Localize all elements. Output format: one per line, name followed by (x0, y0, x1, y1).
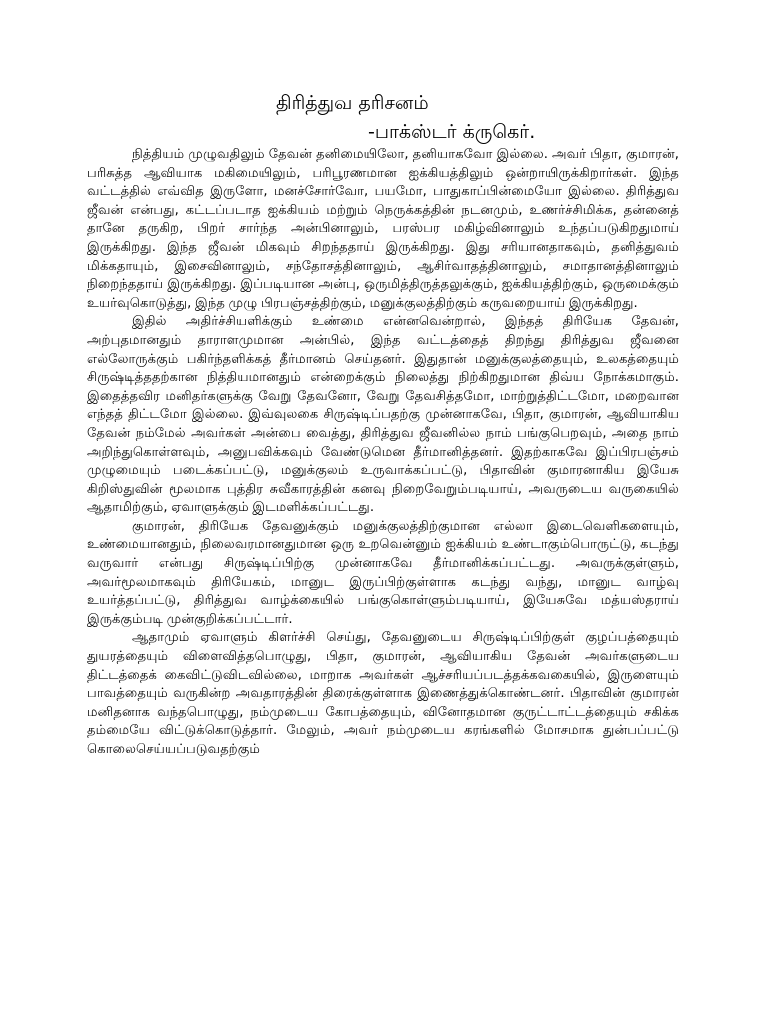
document-author: -பாக்ஸ்டர் க்ருகெர். (368, 121, 536, 143)
paragraph: நித்தியம் முழுவதிலும் தேவன் தனிமையிலோ, தனியாகவோ இல்லை. அவர் பிதா, குமாரன், பரிசுத்த ஆவியாக மகிமையிலும், பரிபூரணமான ஐக்கியத்திலும் ஒன்றாயிருக்கிறார்கள். இந்த வட்டத்தில் எவ்வித இருளோ, மனச்சோர்வோ, பயமோ, பாதுகாப்பின்மையோ இல்லை. திரித்துவ ஜீவன் என்பது, கட்டப்படாத ஐக்கியம் மற்றும் நெருக்கத்தின் நடனமும், உணர்ச்சிமிக்க, தன்னைத் தானே தருகிற, பிறர் சார்ந்த அன்பினாலும், பரஸ்பர மகிழ்வினாலும் உந்தப்படுகிறதுமாய் இருக்கிறது. இந்த ஜீவன் மிகவும் சிறந்ததாய் இருக்கிறது. இது சரியானதாகவும், தனித்துவம் மிக்கதாயும், இசைவினாலும், சந்தோசத்தினாலும், ஆசிர்வாதத்தினாலும், சமாதானத்தினாலும் நிறைந்ததாய் இருக்கிறது. இப்படியான அன்பு, ஒருமித்திருத்தலுக்கும், ஐக்கியத்திற்கும், ஒருமைக்கும் உயர்வுகொடுத்து, இந்த முழு பிரபஞ்சத்திற்கும், மனுக்குலத்திற்கும் கருவறையாய் இருக்கிறது. (87, 147, 679, 311)
paragraph: குமாரன், திரியேக தேவனுக்கும் மனுக்குலத்திற்குமான எல்லா இடைவெளிகளையும், உண்மையானதும், நிலைவரமானதுமான ஒரு உறவென்னும் ஐக்கியம் உண்டாகும்பொருட்டு, கடந்து வருவார் என்பது சிருஷ்டிப்பிற்கு முன்னாகவே தீர்மானிக்கப்பட்டது. அவருக்குள்ளும், அவர்மூலமாகவும் திரியேகம், மானுட இருப்பிற்குள்ளாக கடந்து வந்து, மானுட வாழ்வு உயர்த்தப்பட்டு, திரித்துவ வாழ்க்கையில் பங்குகொள்ளும்படியாய், இயேசுவே மத்யஸ்தராய் இருக்கும்படி முன்குறிக்கப்பட்டார். (87, 518, 679, 627)
document-title: திரித்துவ தரிசனம் (276, 92, 429, 114)
paragraph: ஆதாமும் ஏவாளும் கிளர்ச்சி செய்து, தேவனுடைய சிருஷ்டிப்பிற்குள் குழப்பத்தையும் துயரத்தையும் விளைவித்தபொழுது, பிதா, குமாரன், ஆவியாகிய தேவன் அவர்களுடைய திட்டத்தைக் கைவிட்டுவிடவில்லை, மாறாக அவர்கள் ஆச்சரியப்படத்தக்கவகையில், இருளையும் பாவத்தையும் வருகின்ற அவதாரத்தின் திரைக்குள்ளாக இணைத்துக்கொண்டனர். பிதாவின் குமாரன் மனிதனாக வந்தபொழுது, நம்முடைய கோபத்தையும், வினோதமான குருட்டாட்டத்தையும் சகிக்க தம்மையே விட்டுக்கொடுத்தார். மேலும், அவர் நம்முடைய கரங்களில் மோசமாக துன்பப்பட்டு கொலைசெய்யப்படுவதற்கும் (87, 630, 679, 757)
paragraph: இதில் அதிர்ச்சியளிக்கும் உண்மை என்னவென்றால், இந்தத் திரியேக தேவன், அற்புதமானதும் தாராளமுமான அன்பில், இந்த வட்டத்தைத் திறந்து திரித்துவ ஜீவனை எல்லோருக்கும் பகிர்ந்தளிக்கத் தீர்மானம் செய்தனர். இதுதான் மனுக்குலத்தையும், உலகத்தையும் சிருஷ்டித்ததற்கான நித்தியமானதும் என்றைக்கும் நிலைத்து நிற்கிறதுமான திவ்ய நோக்கமாகும். இதைத்தவிர மனிதர்களுக்கு வேறு தேவனோ, வேறு தேவசித்தமோ, மாற்றுத்திட்டமோ, மறைவான எந்தத் திட்டமோ இல்லை. இவ்வுலகை சிருஷ்டிப்பதற்கு முன்னாகவே, பிதா, குமாரன், ஆவியாகிய தேவன் நம்மேல் அவர்கள் அன்பை வைத்து, திரித்துவ ஜீவனில்ல நாம் பங்குபெறவும், அதை நாம் அறிந்துகொள்ளவும், அனுபவிக்கவும் வேண்டுமென தீர்மானித்தனர். இதற்காகவே இப்பிரபஞ்சம் முழுமையும் படைக்கப்பட்டு, மனுக்குலம் உருவாக்கப்பட்டு, பிதாவின் குமாரனாகிய இயேசு கிறிஸ்துவின் மூலமாக புத்திர சுவீகாரத்தின் கனவு நிறைவேறும்படியாய், அவருடைய வருகையில் ஆதாமிற்கும், ஏவாளுக்கும் இடமளிக்கப்பட்டது. (87, 314, 679, 516)
document-body (87, 146, 679, 760)
